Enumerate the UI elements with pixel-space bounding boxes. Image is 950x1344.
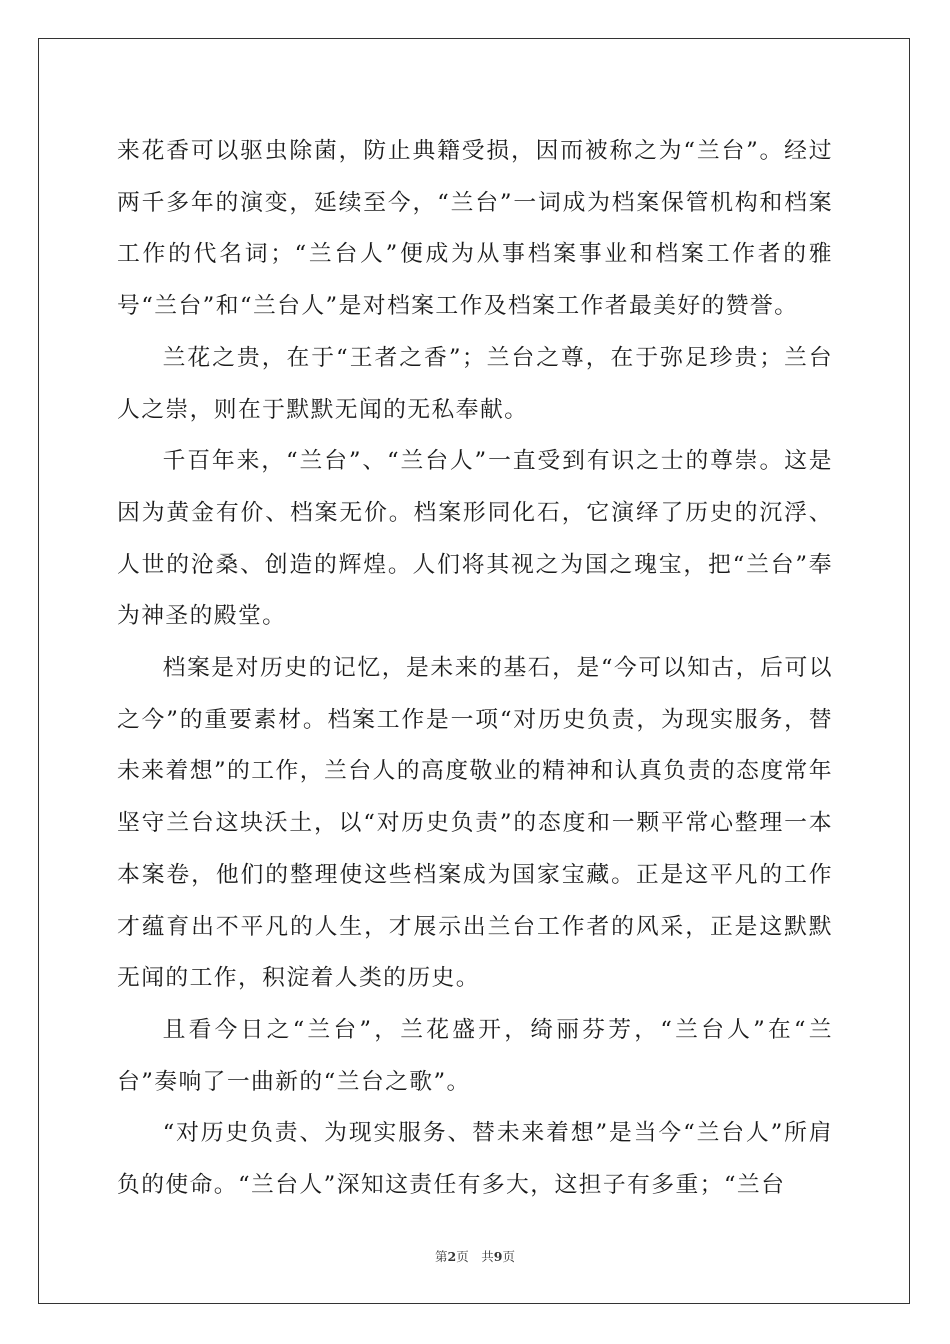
paragraph-4: 档案是对历史的记忆，是未来的基石，是“今可以知古，后可以之今”的重要素材。档案工作是一项“对历史负责，为现实服务，替未来着想”的工作，兰台人的高度敬业的精神和认真负责的态度常年坚守兰台这块沃土，以“对历史负责”的态度和一颗平常心整理一本本案卷，他们的整理使这些档案成为国家宝藏。正是这平凡的工作才蕴育出不平凡的人生，才展示出兰台工作者的风采，正是这默默无闻的工作，积淀着人类的历史。 <box>117 655 833 992</box>
current-page-number: 2 <box>447 1249 457 1264</box>
paragraph-5: 且看今日之“兰台”，兰花盛开，绮丽芬芳，“兰台人”在“兰台”奏响了一曲新的“兰台之歌”。 <box>117 1016 833 1095</box>
total-page-number: 9 <box>493 1249 503 1264</box>
page-footer <box>0 1247 950 1265</box>
paragraph-3: 千百年来，“兰台”、“兰台人”一直受到有识之士的尊崇。这是因为黄金有价、档案无价。档案形同化石，它演绎了历史的沉浮、人世的沧桑、创造的辉煌。人们将其视之为国之瑰宝，把“兰台”奉为神圣的殿堂。 <box>117 448 833 630</box>
footer-middle: 页 共 <box>456 1249 494 1264</box>
paragraph-1: 来花香可以驱虫除菌，防止典籍受损，因而被称之为“兰台”。经过两千多年的演变，延续至今，“兰台”一词成为档案保管机构和档案工作的代名词；“兰台人”便成为从事档案事业和档案工作者的雅号“兰台”和“兰台人”是对档案工作及档案工作者最美好的赞誉。 <box>117 138 833 320</box>
paragraph-6: “对历史负责、为现实服务、替未来着想”是当今“兰台人”所肩负的使命。“兰台人”深知这责任有多大，这担子有多重；“兰台 <box>117 1120 833 1199</box>
paragraph-2: 兰花之贵，在于“王者之香”；兰台之尊，在于弥足珍贵；兰台人之崇，则在于默默无闻的无私奉献。 <box>117 344 833 423</box>
footer-suffix: 页 <box>502 1249 515 1264</box>
document-body <box>117 126 833 1212</box>
footer-prefix: 第 <box>435 1249 448 1264</box>
